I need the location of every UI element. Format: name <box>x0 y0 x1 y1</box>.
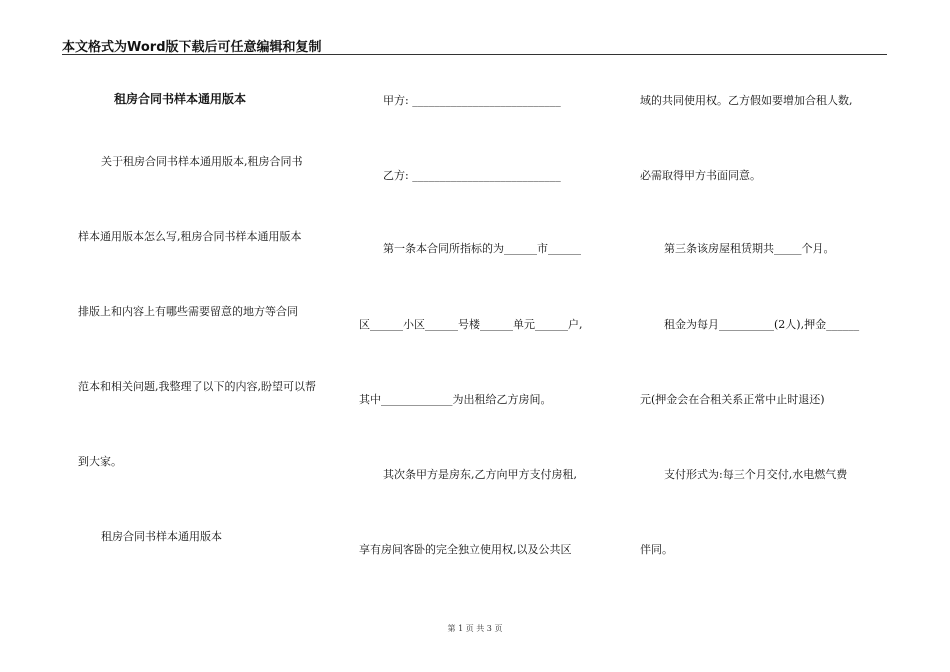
document-title: 租房合同书样本通用版本 <box>114 92 247 106</box>
paragraph-line: 排版上和内容上有哪些需要留意的地方等合同 <box>78 305 298 318</box>
paragraph-line: 元(押金会在合租关系正常中止时退还) <box>640 393 825 406</box>
paragraph-line: 其中_____________为出租给乙方房间。 <box>359 393 552 406</box>
paragraph-line: 伴同。 <box>640 543 673 556</box>
paragraph-line: 必需取得甲方书面同意。 <box>640 169 761 182</box>
paragraph-line: 样本通用版本怎么写,租房合同书样本通用版本 <box>78 230 302 243</box>
payment-line: 支付形式为:每三个月交付,水电燃气费 <box>664 468 848 481</box>
party-a-line: 甲方: ___________________________ <box>383 94 561 107</box>
subtitle-line: 租房合同书样本通用版本 <box>101 530 222 543</box>
clause-3-line: 第三条该房屋租赁期共_____个月。 <box>664 242 835 255</box>
party-b-line: 乙方: ___________________________ <box>383 169 561 182</box>
paragraph-line: 享有房间客卧的完全独立使用权,以及公共区 <box>359 543 572 556</box>
header-divider <box>62 54 887 55</box>
paragraph-line: 关于租房合同书样本通用版本,租房合同书 <box>101 155 303 168</box>
page-header-title: 本文格式为Word版下载后可任意编辑和复制 <box>62 40 322 55</box>
paragraph-line: 范本和相关问题,我整理了以下的内容,盼望可以帮 <box>78 380 316 393</box>
paragraph-line: 域的共同使用权。乙方假如要增加合租人数, <box>640 94 853 107</box>
clause-1-line: 第一条本合同所指标的为______市______ <box>383 242 581 255</box>
rent-line: 租金为每月__________(2人),押金______ <box>664 318 860 331</box>
paragraph-line: 区______小区______号楼______单元______户, <box>359 318 583 331</box>
clause-2-line: 其次条甲方是房东,乙方向甲方支付房租, <box>383 468 577 481</box>
page-footer: 第 1 页 共 3 页 <box>447 624 503 633</box>
paragraph-line: 到大家。 <box>78 455 122 468</box>
